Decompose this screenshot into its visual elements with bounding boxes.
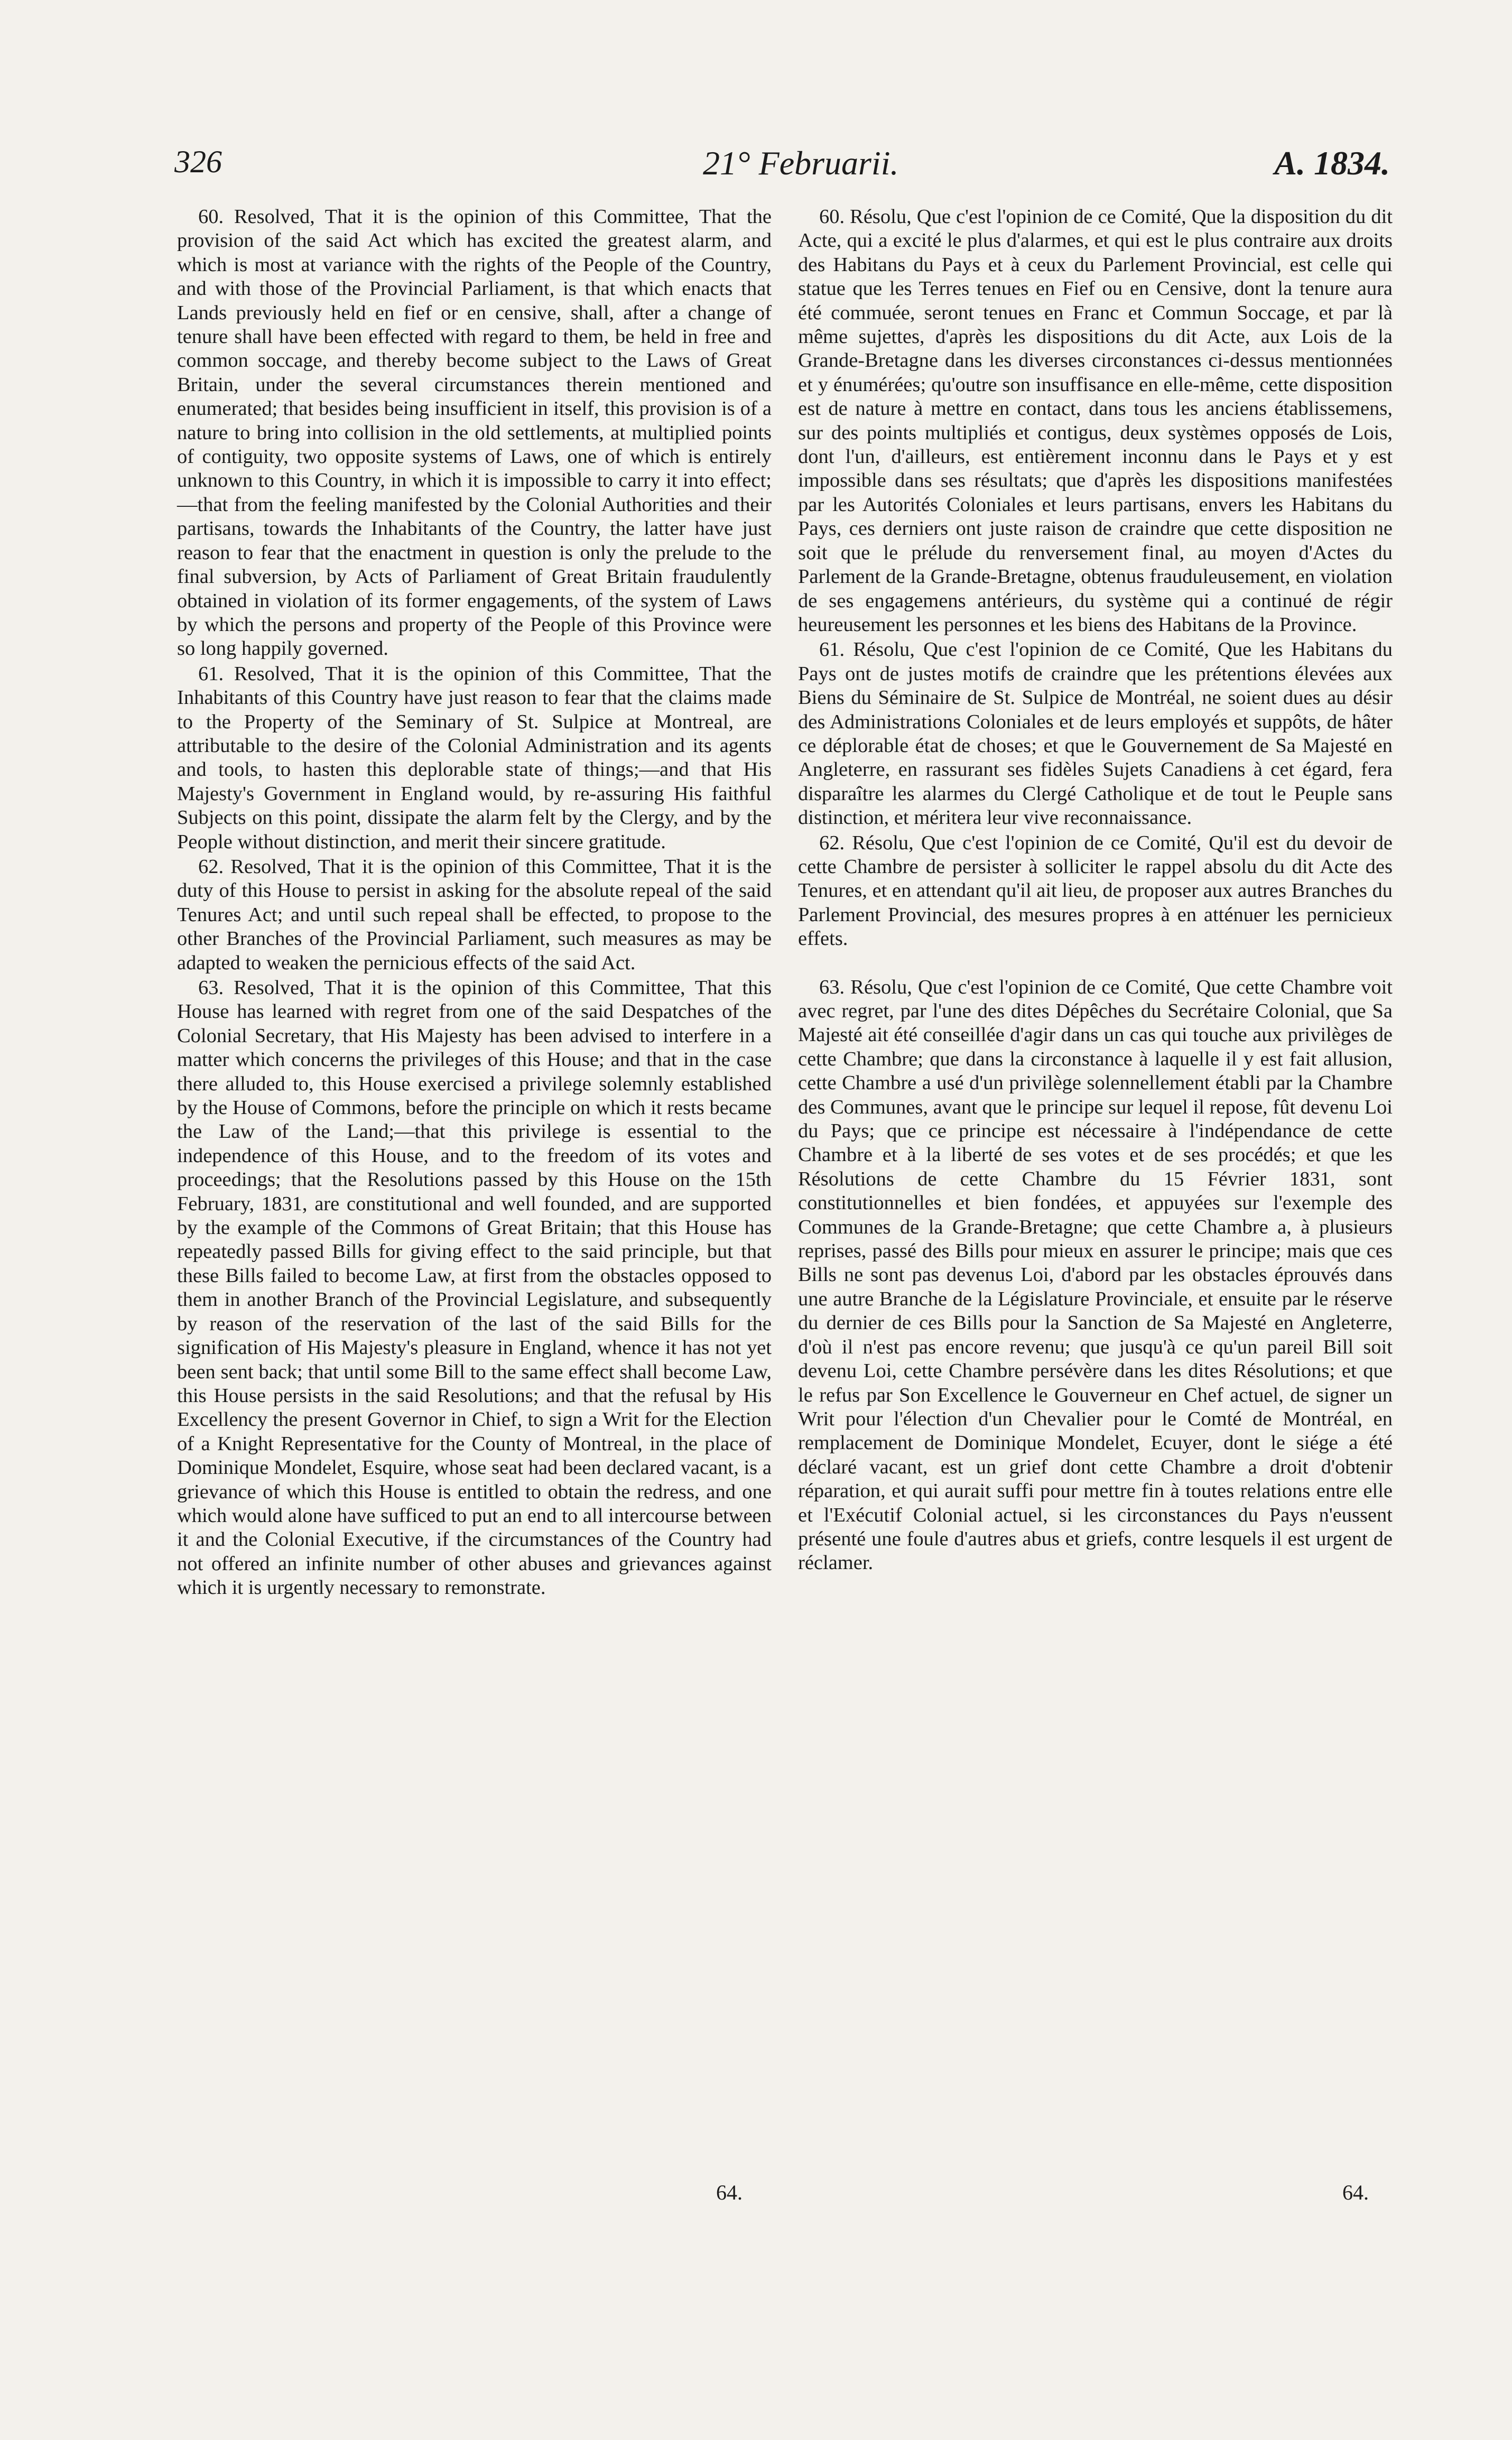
resolution-63-fr: 63. Résolu, Que c'est l'opinion de ce Comité, Que cette Chambre voit avec regret, par l'une des dites Dépêches du Secrétaire Colonial, que Sa Majesté ait été conseillée d'agir dans un cas qui touche aux privilèges de cette Chambre; que dans la circonstance à laquelle il y est fait allusion, cette Chambre a usé d'un privilège solennellement établi par la Chambre des Communes, avant que le principe sur lequel il repose, fût devenu Loi du Pays; que ce principe est nécessaire à l'indépendance de cette Chambre et à la liberté de ses votes et de ses procédés; et que les Résolutions de cette Chambre du 15 Février 1831, sont constitutionnelles et bien fondées, et appuyées sur l'exemple des Communes de la Grande-Bretagne; que cette Chambre a, à plusieurs reprises, passé des Bills pour mieux en assurer le principe; mais que ces Bills ne sont pas devenus Loi, d'abord par les obstacles éprouvés dans une autre Branche de la Législature Provinciale, et ensuite par le réserve du dernier de ces Bills pour la Sanction de Sa Majesté en Angleterre, d'où il n'est pas encore revenu; que jusqu'à ce qu'un pareil Bill soit devenu Loi, cette Chambre persévère dans les dites Résolutions; et que le refus par Son Excellence le Gouverneur en Chef actuel, de signer un Writ pour l'élection d'un Chevalier pour le Comté de Montréal, en remplacement de Dominique Mondelet, Ecuyer, dont le siége a été déclaré vacant, est un grief dont cette Chambre a droit d'obtenir réparation, et qui aurait suffi pour mettre fin à toutes relations entre elle et l'Exécutif Colonial actuel, si les circonstances du Pays n'eussent présenté une foule d'autres abus et griefs, contre lesquels il est urgent de réclamer. — [798, 976, 1393, 1574]
resolution-63-en: 63. Resolved, That it is the opinion of this Committee, That this House has learned with regret from one of the said Despatches of the Colonial Secretary, that His Majesty has been advised to interfere in a matter which concerns the privileges of this House; and that in the case there alluded to, this House exercised a privilege solemnly established by the House of Commons, before the principle on which it rests became the Law of the Land;—that this privilege is essential to the independence of this House, and to the freedom of its votes and proceedings; that the Resolutions passed by this House on the 15th February, 1831, are constitutional and well founded, and are supported by the example of the Commons of Great Britain; that this House has repeatedly passed Bills for giving effect to the said principle, but that these Bills failed to become Law, at first from the obstacles opposed to them in another Branch of the Provincial Legislature, and subsequently by reason of the reservation of the last of the said Bills for the signification of His Majesty's pleasure in England, whence it has not yet been sent back; that until some Bill to the same effect shall become Law, this House persists in the said Resolutions; and that the refusal by His Excellency the present Governor in Chief, to sign a Writ for the Election of a Knight Representative for the County of Montreal, in the place of Dominique Mondelet, Esquire, whose seat had been declared vacant, is a grievance of which this House is entitled to obtain the redress, and one which would alone have sufficed to put an end to all intercourse between it and the Colonial Executive, if the circumstances of the Country had not offered an infinite number of other abuses and grievances against which it is urgently necessary to remonstrate. — [177, 977, 772, 1599]
catchword-english: 64. — [716, 2181, 743, 2204]
resolution-61-en: 61. Resolved, That it is the opinion of this Committee, That the Inhabitants of this Country have just reason to fear that the claims made to the Property of the Seminary of St. Sulpice at Montreal, are attributable to the desire of the Colonial Administration and its agents and tools, to hasten this deplorable state of things;—and that His Majesty's Government in England would, by re-assuring His faithful Subjects on this point, dissipate the alarm felt by the Clergy, and by the People without distinction, and merit their sincere gratitude. — [177, 662, 772, 853]
page-number: 326 — [174, 144, 222, 179]
resolution-62-fr: 62. Résolu, Que c'est l'opinion de ce Comité, Qu'il est du devoir de cette Chambre de persister à solliciter le rappel absolu du dit Acte des Tenures, et en attendant qu'il ait lieu, de proposer aux autres Branches du Parlement Provincial, des mesures propres à en atténuer les pernicieux effets. — [798, 831, 1393, 950]
catchword-french: 64. — [1342, 2181, 1369, 2204]
page-header — [174, 144, 1390, 186]
french-column — [798, 205, 1393, 1575]
resolution-60-en: 60. Resolved, That it is the opinion of this Committee, That the provision of the said Act which has excited the greatest alarm, and which is most at variance with the rights of the People of the Country, and with those of the Provincial Parliament, is that which enacts that Lands previously held en fief or en censive, shall, after a change of tenure shall have been effected with regard to them, be held in free and common soccage, and thereby become subject to the Laws of Great Britain, under the several circumstances therein mentioned and enumerated; that besides being insufficient in itself, this provision is of a nature to bring into collision in the old settlements, at multiplied points of contiguity, two opposite systems of Laws, one of which is entirely unknown to this Country, in which it is impossible to carry it into effect;—that from the feeling manifested by the Colonial Authorities and their partisans, towards the Inhabitants of the Country, the latter have just reason to fear that the enactment in question is only the prelude to the final subversion, by Acts of Parliament of Great Britain fraudulently obtained in violation of its former engagements, of the system of Laws by which the persons and property of the People of this Province were so long happily governed. — [177, 206, 772, 660]
english-column — [177, 205, 772, 1600]
resolution-62-en: 62. Resolved, That it is the opinion of this Committee, That it is the duty of this House to persist in asking for the absolute repeal of the said Tenures Act; and until such repeal shall be effected, to propose to the other Branches of the Provincial Parliament, such measures as may be adapted to weaken the pernicious effects of the said Act. — [177, 855, 772, 974]
resolution-60-fr: 60. Résolu, Que c'est l'opinion de ce Comité, Que la disposition du dit Acte, qui a excité le plus d'alarmes, et qui est le plus contraire aux droits des Habitans du Pays et à ceux du Parlement Provincial, est celle qui statue que les Terres tenues en Fief ou en Censive, dont la tenure aura été commuée, seront tenues en Franc et Commun Soccage, et par là même sujettes, d'après les dispositions du dit Acte, aux Lois de la Grande-Bretagne dans les diverses circonstances ci-dessus mentionnées et y énumérées; qu'outre son insuffisance en elle-même, cette disposition est de nature à mettre en contact, dans tous les anciens établissemens, sur des points multipliés et contigus, deux systèmes opposés de Lois, dont l'un, d'ailleurs, est entièrement inconnu dans le Pays et y est impossible dans ses résultats; que d'après les dispositions manifestées par les Autorités Coloniales et leurs partisans, envers les Habitans du Pays, ces derniers ont juste raison de craindre que cette disposition ne soit que le prélude du renversement final, au moyen d'Actes du Parlement de la Grande-Bretagne, obtenus frauduleusement, en violation de ses engagemens antérieurs, du système qui a continué de régir heureusement les personnes et les biens des Habitans de la Province. — [798, 206, 1393, 636]
header-year: A. 1834. — [1274, 144, 1390, 182]
header-date: 21° Februarii. — [703, 144, 899, 182]
resolution-61-fr: 61. Résolu, Que c'est l'opinion de ce Comité, Que les Habitans du Pays ont de justes motifs de craindre que les prétentions élevées aux Biens du Séminaire de St. Sulpice de Montréal, ne soient dues au désir des Administrations Coloniales et de leurs employés et suppôts, de hâter ce déplorable état de choses; et que le Gouvernement de Sa Majesté en Angleterre, en rassurant ses fidèles Sujets Canadiens à cet égard, fera disparaître les alarmes du Clergé Catholique et de tout le Peuple sans distinction, et méritera leur vive reconnaissance. — [798, 638, 1393, 829]
